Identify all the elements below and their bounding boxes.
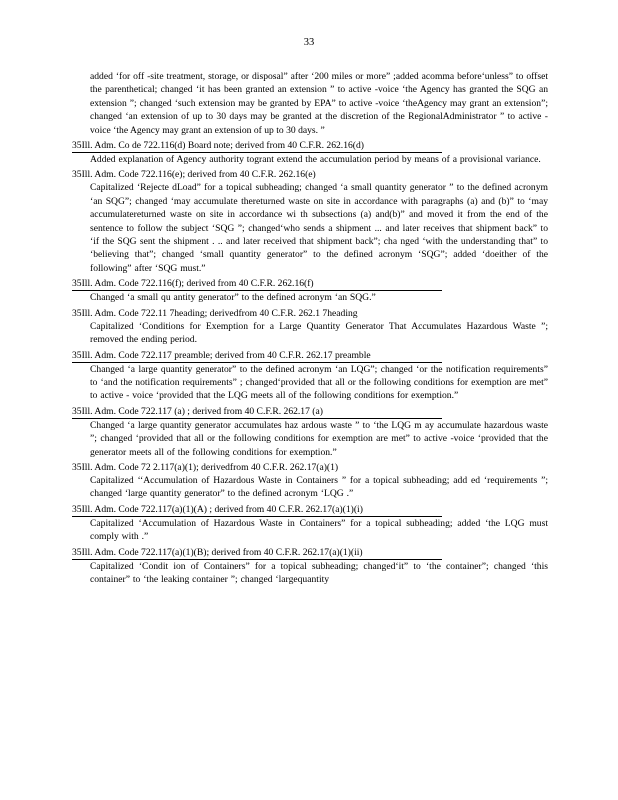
intro-paragraph: added ‘for off -site treatment, storage, or disposal” after ‘200 miles or more” ;added acomma before‘unless” to offset the parenthetical; changed ‘it has been granted an extension ” to active -voice ‘the Agency has granted the SQG an extension ”; changed ‘such extension may be granted by EPA” to active -voice ‘theAgency may grant an extension”; changed ‘an extension of up to 30 days may be granted at the discretion of the RegionalAdministrator ” to active -voice ‘the Agency may grant an extension of up to 30 days. ”: [90, 71, 548, 136]
entry-heading: 35Ill. Adm. Co de 722.116(d) Board note; derived from 40 C.F.R. 262.16(d): [72, 139, 442, 153]
entry-body: Capitalized ‘Rejecte dLoad” for a topical subheading; changed ‘a small quantity generator ” to the defined acronym ‘an SQG”; changed ‘may accumulate thereturned waste on site in accordance with paragraphs (a) and (b)” to ‘may accumulatereturned waste on site in accordance wi th subsections (a) and(b)” and moved it from the end of the sentence to follow the subject ‘SQG ”; changed‘who sends a shipment ... and later receives that shipment back” to ‘if the SQG sent the shipment . .. and later received that shipment back”; cha nged ‘with the understanding that” to ‘believing that”; changed ‘small quantity generator” to the defined acronym ‘SQG”; added ‘doeither of the following” after ‘SQG must.”: [90, 182, 548, 274]
page-number: 33: [303, 37, 315, 48]
entry-body: Capitalized ‘‘Accumulation of Hazardous Waste in Containers ” for a topical subheading; add ed ‘requirements ”; changed ‘large quantity generator” to the defined acronym ‘LQG .”: [90, 474, 548, 500]
entry-heading: 35Ill. Adm. Code 722.11 7heading; derivedfrom 40 C.F.R. 262.1 7heading: [72, 307, 358, 319]
entry: [72, 168, 548, 275]
entry-body: Changed ‘a large quantity generator accumulates haz ardous waste ” to ‘the LQG m ay accumulate hazardous waste ”; changed ‘provided that all or the following conditions for exemption are met” to active -voice ‘provided that the generator meets all of the following conditions for exemption.”: [90, 419, 548, 458]
entry: [72, 349, 548, 403]
entry-heading: 35Ill. Adm. Code 722.117 (a) ; derived from 40 C.F.R. 262.17 (a): [72, 405, 442, 419]
entry-body: Changed ‘a small qu antity generator” to the defined acronym ‘an SQG.”: [90, 292, 376, 304]
entry-heading: 35Ill. Adm. Code 722.116(e); derived from 40 C.F.R. 262.16(e): [72, 169, 316, 181]
entry-heading: 35Ill. Adm. Code 722.116(f); derived from 40 C.F.R. 262.16(f): [72, 277, 442, 291]
entry-heading: 35Ill. Adm. Code 722.117(a)(1)(A) ; derived from 40 C.F.R. 262.17(a)(1)(i): [72, 503, 442, 517]
entry: [72, 139, 548, 166]
entry: [72, 277, 548, 304]
entry-body: Changed ‘a large quantity generator” to the defined acronym ‘an LQG”; changed ‘or the notification requirements” to ‘and the notification requirements” ; changed‘provided that all or the following conditions for exemption are met” to active - voice ‘provided that the LQG meets all of the following conditions for exemption.”: [90, 363, 548, 402]
entry-body: Capitalized ‘Conditions for Exemption for a Large Quantity Generator That Accumulates Hazardous Waste ”; removed the ending period.: [90, 320, 548, 346]
entry-heading: 35Ill. Adm. Code 72 2.117(a)(1); derivedfrom 40 C.F.R. 262.17(a)(1): [72, 461, 339, 473]
entry-body: Capitalized ‘Condit ion of Containers” for a topical subheading; changed‘it” to ‘the container”; changed ‘this container” to ‘the leaking container ”; changed ‘largequantity: [90, 560, 548, 585]
page-content: [72, 70, 548, 586]
entry: [72, 546, 548, 587]
entry: [72, 503, 548, 544]
entry-body: Added explanation of Agency authority togrant extend the accumulation period by means of a provisional variance.: [90, 154, 541, 166]
entry-heading: 35Ill. Adm. Code 722.117 preamble; derived from 40 C.F.R. 262.17 preamble: [72, 349, 442, 363]
entry-heading: 35Ill. Adm. Code 722.117(a)(1)(B); derived from 40 C.F.R. 262.17(a)(1)(ii): [72, 546, 442, 560]
entry: [72, 461, 548, 501]
entry: [72, 307, 548, 347]
entry-body: Capitalized ‘Accumulation of Hazardous Waste in Containers” for a topical subheading; added ‘the LQG must comply with .”: [90, 517, 548, 543]
entry: [72, 405, 548, 459]
